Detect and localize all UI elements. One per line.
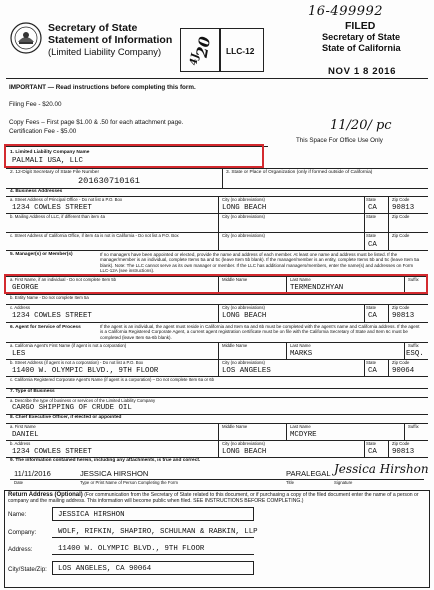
return-name-field[interactable]: JESSICA HIRSHON [58, 511, 125, 519]
filing-fee: Filing Fee - $20.00 [9, 101, 62, 108]
section-5-label: 5. Manager(s) or Member(s) [10, 252, 73, 257]
section-4a-state-label: State [366, 197, 377, 202]
ceo-state-field[interactable]: CA [368, 448, 377, 456]
principal-zip-field[interactable]: 90813 [392, 204, 415, 212]
section-8a-suffix-label: Suffix [408, 424, 419, 429]
return-company-field[interactable]: WOLF, RIFKIN, SHAPIRO, SCHULMAN & RABKIN, LLP [58, 528, 258, 536]
section-5a-last-label: Last Name [290, 277, 311, 282]
section-4c-label: c. Street Address of California Office, if item 4a is not in California - Do not list a P.O. Box [10, 233, 179, 238]
section-2-label: 2. 12-Digit Secretary of State File Number [10, 170, 100, 175]
state-seal-icon [10, 22, 42, 54]
return-city-label: City/State/Zip: [8, 566, 47, 573]
stamp-number: 16-499992 [308, 4, 384, 19]
ceo-first-name-field[interactable]: DANIEL [12, 431, 39, 439]
section-4b-city-label: City (no abbreviations) [222, 214, 265, 219]
section-8a-last-label: Last Name [290, 424, 311, 429]
section-6-note: If the agent is an individual, the agent must reside in California and Item 6a and 6b must be completed with the agent's name and California address. If the agent is a California Registered Corporate Agent, a current agent registration certificate must be on file with the California Secretary of State and Item 6c must be completed (leave Item 6a-6b blank). [100, 324, 420, 340]
agent-city-field[interactable]: LOS ANGELES [222, 367, 271, 375]
section-5c-state-label: State [366, 305, 377, 310]
return-city-box [52, 561, 254, 575]
manager-last-name-field[interactable]: TERMENDZHYAN [290, 284, 344, 292]
signature-caption: Signature [334, 480, 353, 485]
section-7a-label: a. Describe the type of business or services of the Limited Liability Company [10, 398, 156, 403]
section-4b-zip-label: Zip Code [392, 214, 410, 219]
name-caption: Type or Print Name of Person Completing the Form [80, 480, 178, 485]
section-5-note: If no managers have been appointed or elected, provide the name and address of each member. At least one name and address must be listed. If the manager/member is an individual, complete Items 5a and 5c (leave Item 5b blank). If the manager/member is an entity, complete Items 5b and 5c (leave Item 5a blank). Note: The LLC cannot serve as its own manager or member. If the LLC has additional managers/members, enter the name(s) and addresses on Form LLC-12A (see instructions). [100, 252, 420, 274]
important-note: IMPORTANT — Read instructions before completing this form. [9, 84, 196, 91]
agent-zip-field[interactable]: 90064 [392, 367, 415, 375]
ceo-zip-field[interactable]: 90813 [392, 448, 415, 456]
section-6b-city-label: City (no abbreviations) [222, 360, 265, 365]
agent-suffix-field[interactable]: ESQ. [406, 350, 424, 358]
principal-address-field[interactable]: 1234 COWLES STREET [12, 204, 92, 212]
section-6b-label: b. Street Address (if agent is not a corporation) - Do not list a P.O. Box [10, 360, 144, 365]
manager-zip-field[interactable]: 90813 [392, 312, 415, 320]
manager-city-field[interactable]: LONG BEACH [222, 312, 267, 320]
section-6-label: 6. Agent for Service of Process [10, 325, 81, 330]
section-9-label: 9. The information contained herein, including any attachments, is true and correct. [10, 458, 201, 463]
section-6a-last-label: Last Name [290, 343, 311, 348]
section-6a-middle-label: Middle Name [222, 343, 248, 348]
section-5c-label: c. Address [10, 305, 31, 310]
sos-line-1: Secretary of State [322, 32, 401, 42]
business-type-field[interactable]: CARGO SHIPPING OF CRUDE OIL [12, 404, 132, 412]
return-address-instructions: (For communication from the Secretary of State related to this document, or if purchasing a copy of the filed document enter the name of a person or company and the mailing address. This information will become public when filed. SEE INSTRUCTIONS BEFORE COMPLETING.) [8, 492, 419, 504]
sos-line-2: State of California [322, 43, 401, 53]
signer-title-field[interactable]: PARALEGAL [286, 469, 331, 478]
section-8-label: 8. Chief Executive Officer, if elected or appointed [10, 415, 122, 420]
section-8a-label: a. First Name [10, 424, 36, 429]
return-address-label-2: Address: [8, 546, 33, 553]
file-number-field[interactable]: 201630710161 [78, 176, 140, 186]
signer-name-field[interactable]: JESSICA HIRSHON [80, 469, 149, 478]
manager-state-field[interactable]: CA [368, 312, 377, 320]
section-4a-label: a. Street Address of Principal Office - Do not list a P.O. Box [10, 197, 123, 202]
ceo-last-name-field[interactable]: MCDYRE [290, 431, 317, 439]
section-4c-state-label: State [366, 233, 377, 238]
section-6b-state-label: State [366, 360, 377, 365]
section-6c-label: c. California Registered Corporate Agent's Name (if agent is a corporation) – Do not complete Item 6a or 6b [10, 377, 215, 382]
manager-address-field[interactable]: 1234 COWLES STREET [12, 312, 92, 320]
return-company-label: Company: [8, 529, 37, 536]
section-4c-city-label: City (no abbreviations) [222, 233, 265, 238]
form-code: LLC-12 [226, 46, 255, 56]
signed-date-field[interactable]: 11/11/2016 [14, 469, 51, 478]
section-5a-suffix-label: Suffix [408, 277, 419, 282]
section-3-label: 3. State or Place of Organization (only if formed outside of California) [226, 170, 373, 175]
section-4a-zip-label: Zip Code [392, 197, 410, 202]
manager-first-name-field[interactable]: GEORGE [12, 284, 39, 292]
principal-city-field[interactable]: LONG BEACH [222, 204, 267, 212]
filed-date: NOV 1 8 2016 [328, 66, 396, 77]
section-4b-state-label: State [366, 214, 377, 219]
title-caption: Title [286, 480, 294, 485]
agent-last-name-field[interactable]: MARKS [290, 350, 313, 358]
return-address-note [8, 492, 426, 504]
return-address-label: Return Address (Optional) [8, 492, 83, 498]
return-street-field[interactable]: 11400 W. OLYMPIC BLVD., 9TH FLOOR [58, 545, 205, 553]
section-5a-label: a. First Name, if an individual - Do not complete Item 5b [10, 277, 117, 282]
return-city-field[interactable]: LOS ANGELES, CA 90064 [58, 565, 152, 573]
section-1-label: 1. Limited Liability Company Name [10, 150, 90, 155]
agent-street-field[interactable]: 11400 W. OLYMPIC BLVD., 9TH FLOOR [12, 367, 159, 375]
section-6a-label: a. California Agent's First Name (if agent is not a corporation) [10, 343, 127, 348]
copy-fees: Copy Fees – First page $1.00 & .50 for each attachment page. [9, 119, 184, 126]
date-caption: Date [14, 480, 24, 485]
form-title-3: (Limited Liability Company) [48, 46, 162, 57]
ceo-address-field[interactable]: 1234 COWLES STREET [12, 448, 92, 456]
ca-office-state-field[interactable]: CA [368, 241, 377, 249]
section-4b-label: b. Mailing Address of LLC, if different than item 4a [10, 214, 105, 219]
handwritten-date: 11/20/ pc [330, 118, 392, 133]
section-4-label: 4. Business Addresses [10, 189, 63, 194]
section-5b-label: b. Entity Name - Do not complete Item 5a [10, 295, 89, 300]
cert-fee: Certification Fee - $5.00 [9, 128, 77, 135]
office-use-label: This Space For Office Use Only [296, 137, 383, 144]
form-title-1: Secretary of State [48, 22, 138, 34]
handwritten-code: 20 [192, 35, 215, 59]
section-7-label: 7. Type of Business [10, 389, 55, 394]
agent-state-field[interactable]: CA [368, 367, 377, 375]
filed-stamp: FILED [345, 20, 376, 32]
section-8b-label: b. Address [10, 441, 31, 446]
section-4a-city-label: City (no abbreviations) [222, 197, 265, 202]
section-5c-city-label: City (no abbreviations) [222, 305, 265, 310]
section-8b-zip-label: Zip Code [392, 441, 410, 446]
signature: Jessica Hirshon [334, 462, 429, 476]
form-title-2: Statement of Information [48, 34, 173, 46]
agent-first-name-field[interactable]: LES [12, 350, 26, 358]
section-4c-zip-label: Zip Code [392, 233, 410, 238]
section-6b-zip-label: Zip Code [392, 360, 410, 365]
handwritten-code-2: 4J [188, 52, 202, 67]
section-8a-middle-label: Middle Name [222, 424, 248, 429]
section-8b-state-label: State [366, 441, 377, 446]
ceo-city-field[interactable]: LONG BEACH [222, 448, 267, 456]
llc-name-field[interactable]: PALMALI USA, LLC [12, 157, 83, 165]
manager-name-highlight [4, 274, 428, 294]
llc-name-highlight [4, 144, 264, 168]
principal-state-field[interactable]: CA [368, 204, 377, 212]
section-8b-city-label: City (no abbreviations) [222, 441, 265, 446]
section-6a-suffix-label: Suffix [408, 343, 419, 348]
section-5c-zip-label: Zip Code [392, 305, 410, 310]
return-name-label: Name: [8, 511, 27, 518]
section-5a-middle-label: Middle Name [222, 277, 248, 282]
